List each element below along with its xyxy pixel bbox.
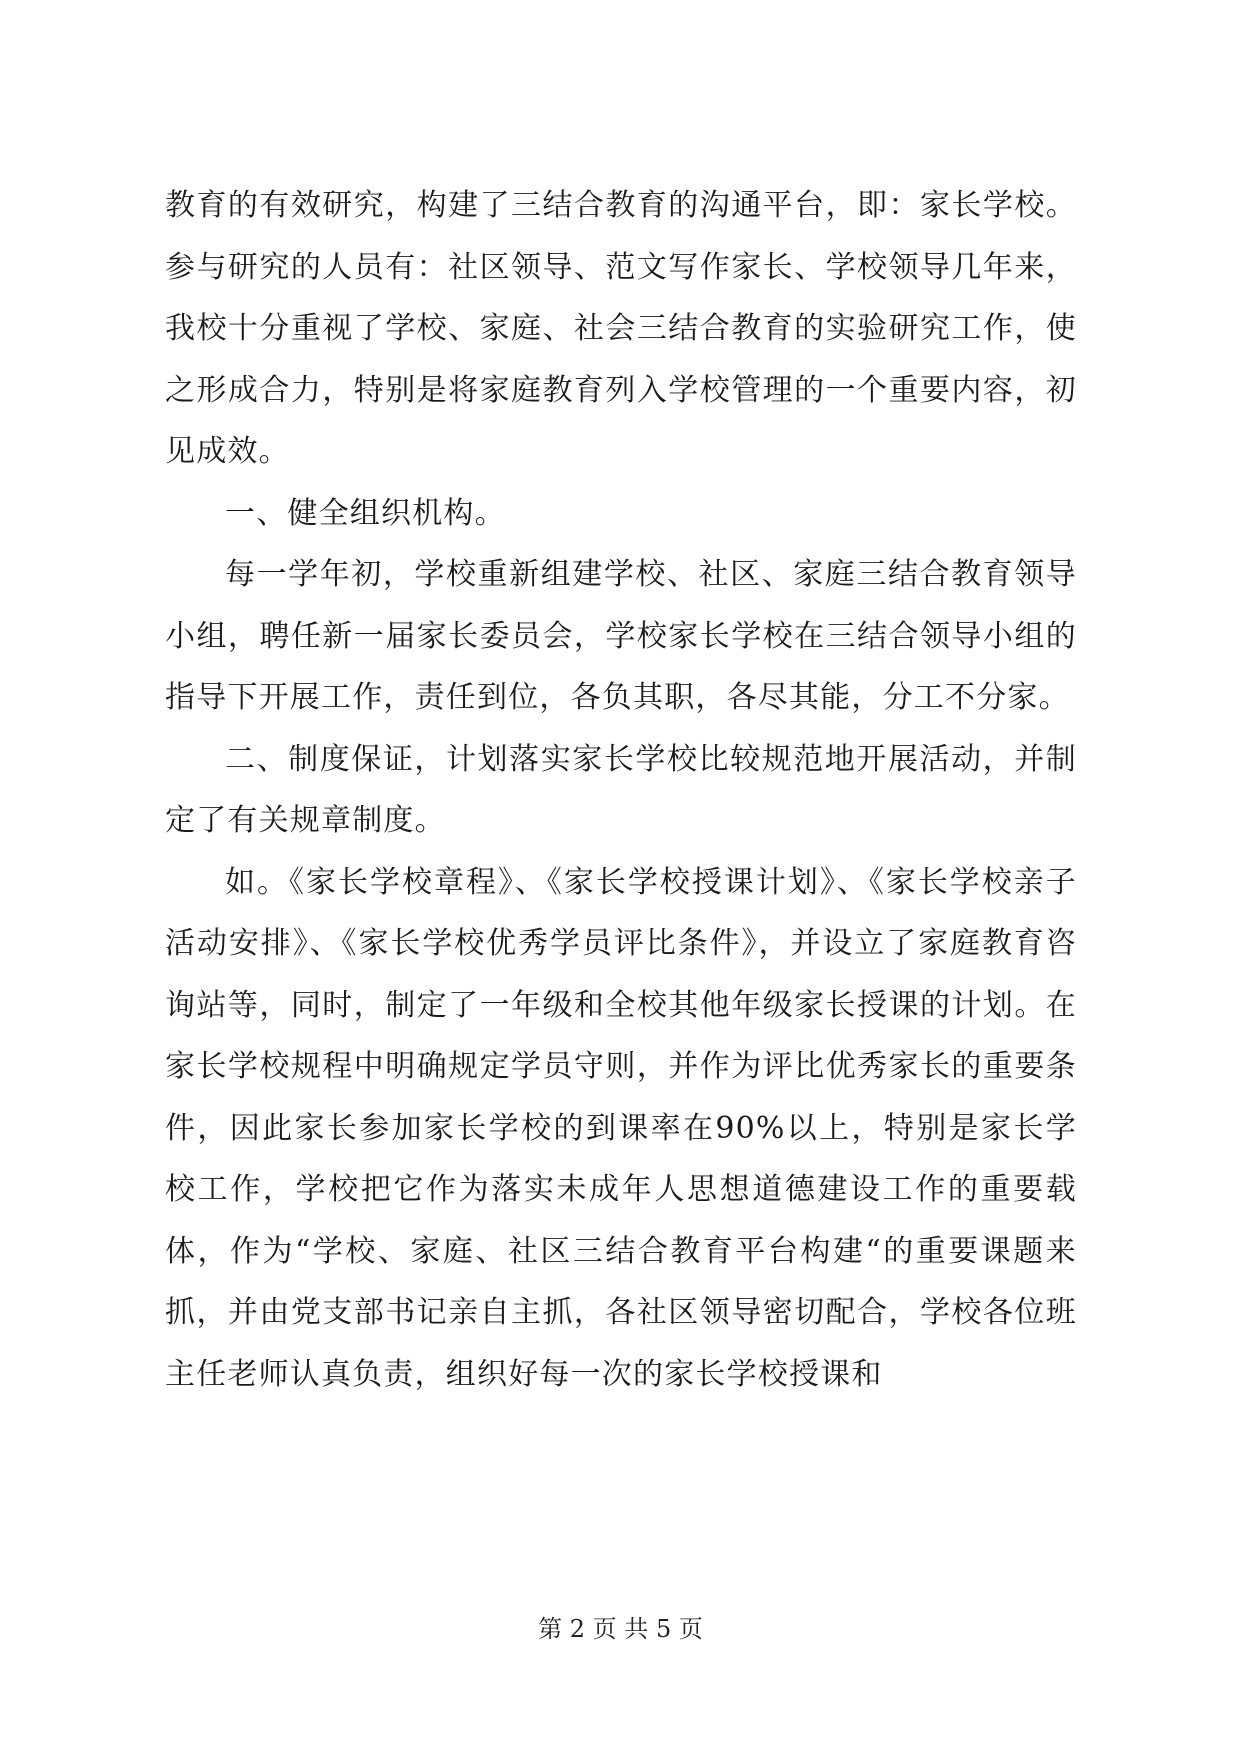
paragraph-section-1-body: 每一学年初，学校重新组建学校、社区、家庭三结合教育领导小组，聘任新一届家长委员会，学校家长学校在三结合领导小组的指导下开展工作，责任到位，各负其职，各尽其能，分工不分家。 bbox=[165, 557, 1077, 715]
paragraph-section-2-heading: 二、制度保证，计划落实家长学校比较规范地开展活动，并制定了有关规章制度。 bbox=[165, 741, 1077, 838]
paragraph-section-2-body: 如。《家长学校章程》、《家长学校授课计划》、《家长学校亲子活动安排》、《家长学校优秀学员评比条件》，并设立了家庭教育咨询站等，同时，制定了一年级和全校其他年级家长授课的计划。在家长学校规程中明确规定学员守则，并作为评比优秀家长的重要条件，因此家长参加家长学校的到课率在90%以上，特别是家长学校工作，学校把它作为落实未成年人思想道德建设工作的重要载体，作为“学校、家庭、社区三结合教育平台构建“的重要课题来抓，并由党支部书记亲自主抓，各社区领导密切配合，学校各位班主任老师认真负责，组织好每一次的家长学校授课和 bbox=[165, 864, 1077, 1392]
paragraph-section-1-heading: 一、健全组织机构。 bbox=[225, 495, 506, 531]
paragraph-intro: 教育的有效研究，构建了三结合教育的沟通平台，即：家长学校。参与研究的人员有：社区领导、范文写作家长、学校领导几年来，我校十分重视了学校、家庭、社会三结合教育的实验研究工作，使之形成合力，特别是将家庭教育列入学校管理的一个重要内容，初见成效。 bbox=[165, 188, 1077, 469]
document-body bbox=[165, 175, 1077, 1405]
page-number-footer: 第 2 页 共 5 页 bbox=[538, 1615, 703, 1643]
